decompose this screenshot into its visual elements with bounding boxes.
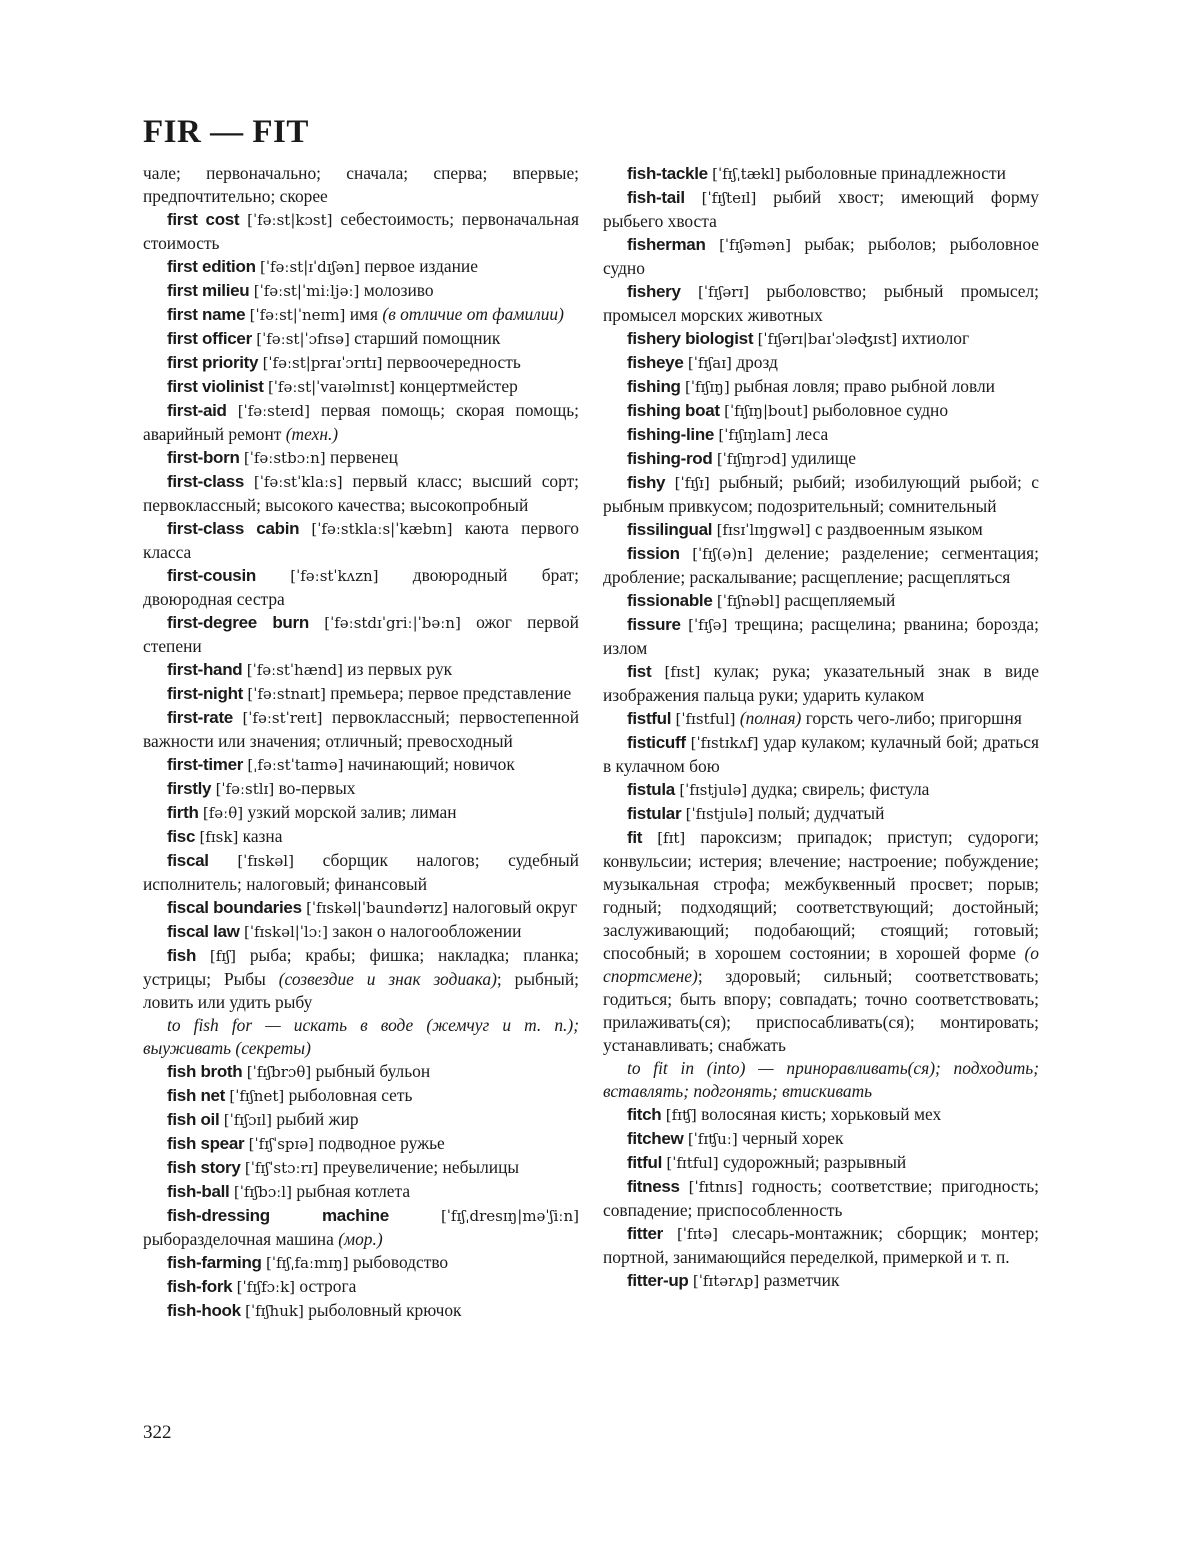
dictionary-entry xyxy=(603,802,1039,826)
transcription: [ˈfɪʃɔɪl] xyxy=(223,1111,272,1129)
headword: fitch xyxy=(627,1105,662,1124)
transcription: [ˈfəːst|ˈɔfɪsə] xyxy=(256,330,350,348)
dictionary-entry xyxy=(143,825,579,849)
usage-note: (мор.) xyxy=(338,1229,383,1249)
headword: first-timer xyxy=(167,755,244,774)
transcription: [ˈfəːstˈreɪt] xyxy=(242,709,323,727)
definition: полый; дудчатый xyxy=(757,803,885,823)
definition: чале; первоначально; сначала; сперва; впервые; предпочтительно; скорее xyxy=(143,163,579,206)
transcription: [ˈfɪʃərɪ] xyxy=(698,283,750,301)
usage-example xyxy=(603,1057,1039,1103)
usage-note: (техн.) xyxy=(285,424,339,444)
headword: fisherman xyxy=(627,235,706,254)
dictionary-entry xyxy=(143,1251,579,1275)
definition: преувеличение; небылицы xyxy=(322,1157,520,1177)
headword: fiscal boundaries xyxy=(167,898,302,917)
dictionary-entry xyxy=(143,375,579,399)
transcription: [ˈfəːsteɪd] xyxy=(237,402,310,420)
headword: firth xyxy=(167,803,199,822)
dictionary-entry xyxy=(143,1132,579,1156)
transcription: [ˈfɪʃhuk] xyxy=(245,1302,304,1320)
dictionary-entry xyxy=(603,280,1039,327)
headword: first priority xyxy=(167,353,259,372)
transcription: [ˈfɪʃɪŋ] xyxy=(684,378,730,396)
dictionary-entry xyxy=(143,1060,579,1084)
definition: первый класс; высший сорт; первоклассный; высокого качества; высокопробный xyxy=(143,471,580,515)
headword: first edition xyxy=(167,257,256,276)
headword: fitchew xyxy=(627,1129,684,1148)
transcription: [ˈfəːstˈklaːs] xyxy=(253,473,343,491)
headword: fissure xyxy=(627,615,681,634)
definition: горсть чего-либо; пригоршня xyxy=(805,708,1022,728)
dictionary-entry xyxy=(603,1103,1039,1127)
headword: first-hand xyxy=(167,660,243,679)
definition: рыболовные принадлежности xyxy=(784,163,1006,183)
dictionary-entry xyxy=(603,447,1039,471)
dictionary-entry xyxy=(603,327,1039,351)
headword: fish spear xyxy=(167,1134,245,1153)
dictionary-entry xyxy=(143,1275,579,1299)
transcription: [ˈfɪʃərɪ|baɪˈɔləʤɪst] xyxy=(757,330,898,348)
definition: ожог первой степени xyxy=(143,612,579,656)
headword: first cost xyxy=(167,210,240,229)
definition: первенец xyxy=(330,447,398,467)
definition: рыболовное судно xyxy=(812,400,949,420)
definition: молозиво xyxy=(363,280,434,300)
transcription: [ˈfɪʃˌtækl] xyxy=(712,165,781,183)
headword: first violinist xyxy=(167,377,264,396)
definition: острога xyxy=(299,1276,357,1296)
definition: годность; соответствие; пригодность; совпадение; приспособленность xyxy=(603,1176,1039,1220)
dictionary-entry xyxy=(143,611,579,658)
headword: fishery biologist xyxy=(627,329,754,348)
definition: себестоимость; первоначальная стоимость xyxy=(143,209,579,253)
transcription: [ˈfəːstbɔːn] xyxy=(243,449,326,467)
dictionary-entry xyxy=(603,707,1039,731)
headword: fish-farming xyxy=(167,1253,262,1272)
transcription: [ˈfɪstjulə] xyxy=(685,805,754,823)
dictionary-entry xyxy=(603,1222,1039,1269)
definition: каюта первого класса xyxy=(143,518,579,562)
headword: fish-dressing machine xyxy=(167,1206,389,1225)
definition: первое издание xyxy=(364,256,478,276)
definition: узкий морской залив; лиман xyxy=(247,802,457,822)
transcription: [ˈfəːstklaːs|ˈkæbɪn] xyxy=(311,520,453,538)
definition: волосяная кисть; хорьковый мех xyxy=(701,1104,942,1124)
usage-example xyxy=(143,1014,579,1060)
dictionary-entry xyxy=(603,1175,1039,1222)
definition: ихтиолог xyxy=(901,328,970,348)
dictionary-entry xyxy=(143,682,579,706)
definition: рыбий хвост; имеющий форму рыбьего хвоста xyxy=(603,187,1039,231)
dictionary-entry xyxy=(143,1108,579,1132)
definition: деление; разделение; сегментация; дробление; раскалывание; расщепление; расщепляться xyxy=(603,543,1039,587)
definition: разметчик xyxy=(763,1270,840,1290)
headword: fissilingual xyxy=(627,520,713,539)
definition: рыборазделочная машина xyxy=(143,1229,334,1249)
left-column xyxy=(143,162,579,1323)
definition: рыбный; рыбий; изобилующий рыбой; с рыбным привкусом; подозрительный; сомнительный xyxy=(603,472,1040,516)
transcription: [ˈfɪtnɪs] xyxy=(688,1178,743,1196)
definition: первоклассный; первостепенной важности или значения; отличный; превосходный xyxy=(143,707,579,751)
definition: рыбоводство xyxy=(352,1252,449,1272)
dictionary-entry xyxy=(603,351,1039,375)
dictionary-entry xyxy=(143,777,579,801)
dictionary-entry xyxy=(603,1269,1039,1293)
headword: fisticuff xyxy=(627,733,686,752)
definition: трещина; расщелина; рванина; борозда; излом xyxy=(603,614,1039,658)
headword: fit xyxy=(627,828,643,847)
dictionary-entry xyxy=(143,849,579,896)
dictionary-entry xyxy=(603,1127,1039,1151)
headword: fisc xyxy=(167,827,196,846)
headword: first-class cabin xyxy=(167,519,300,538)
transcription: [ˈfɪʃə] xyxy=(688,616,728,634)
dictionary-entry xyxy=(143,1156,579,1180)
headword: fish-tackle xyxy=(627,164,708,183)
transcription: [ˌfəːstˈtaɪmə] xyxy=(247,756,344,774)
dictionary-entry xyxy=(143,399,579,446)
definition: налоговый округ xyxy=(452,897,578,917)
headword: fish-fork xyxy=(167,1277,233,1296)
transcription: [ˈfɪʃɪŋlaɪn] xyxy=(718,426,792,444)
headword: fistular xyxy=(627,804,682,823)
definition: ; рыбный; ловить или удить рыбу xyxy=(143,969,579,1012)
transcription: [ˈfəːstnaɪt] xyxy=(247,685,326,703)
definition: to fit in (into) — приноравливать(ся); подходить; вставлять; подгонять; втискивать xyxy=(603,1058,1039,1101)
dictionary-entry xyxy=(143,658,579,682)
headword: first-rate xyxy=(167,708,233,727)
transcription: [ˈfɪtful] xyxy=(666,1154,719,1172)
headword: fist xyxy=(627,662,652,681)
headword: first-cousin xyxy=(167,566,256,585)
transcription: [ˈfɪʃ(ə)n] xyxy=(692,545,753,563)
dictionary-entry xyxy=(603,731,1039,778)
transcription: [ˈfɪʃnəbl] xyxy=(716,592,781,610)
definition: рыбак; рыболов; рыболовное судно xyxy=(603,234,1039,278)
dictionary-entry xyxy=(603,613,1039,660)
transcription: [ˈfɪtə] xyxy=(676,1225,719,1243)
transcription: [ˈfəːstlɪ] xyxy=(215,780,275,798)
definition: слесарь-монтажник; сборщик; монтер; портной, занимающийся переделкой, примеркой и т. п. xyxy=(603,1223,1039,1267)
transcription: [ˈfəːst|kɔst] xyxy=(247,211,333,229)
dictionary-entry xyxy=(603,186,1039,233)
headword: fish oil xyxy=(167,1110,220,1129)
dictionary-entry xyxy=(143,255,579,279)
definition: расщепляемый xyxy=(784,590,896,610)
headword: fishing boat xyxy=(627,401,720,420)
definition: рыболовная сеть xyxy=(288,1085,413,1105)
transcription: [ˈfɪʃˈstɔːrɪ] xyxy=(244,1159,319,1177)
transcription: [ˈfəːst|ˈmiːljəː] xyxy=(253,282,360,300)
definition: концертмейстер xyxy=(399,376,518,396)
definition: леса xyxy=(795,424,829,444)
headword: first-born xyxy=(167,448,240,467)
dictionary-entry xyxy=(603,162,1039,186)
definition: во-первых xyxy=(278,778,356,798)
definition: с раздвоенным языком xyxy=(814,519,983,539)
definition: казна xyxy=(242,826,283,846)
definition: черный хорек xyxy=(742,1128,844,1148)
headword: fishy xyxy=(627,473,666,492)
definition: первая помощь; скорая помощь; аварийный ремонт xyxy=(143,400,580,444)
definition: рыбная котлета xyxy=(296,1181,411,1201)
headword: first name xyxy=(167,305,246,324)
definition: старший помощник xyxy=(354,328,501,348)
dictionary-entry xyxy=(603,542,1039,589)
dictionary-entry xyxy=(143,753,579,777)
dictionary-entry xyxy=(603,399,1039,423)
transcription: [ˈfɪʃbɔːl] xyxy=(233,1183,292,1201)
dictionary-entry xyxy=(143,303,579,327)
headword: first milieu xyxy=(167,281,250,300)
definition: to fish for — искать в воде (жемчуг и т. п.); выуживать (секреты) xyxy=(143,1015,579,1058)
dictionary-entry xyxy=(143,1204,579,1251)
transcription: [ˈfɪʧuː] xyxy=(687,1130,738,1148)
definition: дудка; свирель; фистула xyxy=(751,779,930,799)
dictionary-entry xyxy=(603,423,1039,447)
headword: fissionable xyxy=(627,591,713,610)
headword: first officer xyxy=(167,329,252,348)
headword: fishing xyxy=(627,377,681,396)
transcription: [ˈfɪʃˈspɪə] xyxy=(248,1135,315,1153)
dictionary-entry xyxy=(143,706,579,753)
dictionary-entry xyxy=(603,660,1039,707)
transcription: [ˈfɪstful] xyxy=(675,710,736,728)
transcription: [ˈfɪstɪkʌf] xyxy=(690,734,759,752)
definition: первоочередность xyxy=(386,352,521,372)
headword: fitter-up xyxy=(627,1271,689,1290)
transcription: [fɪst] xyxy=(664,663,701,681)
transcription: [ˈfəːst|praɪˈɔrɪtɪ] xyxy=(262,354,383,372)
headword: fission xyxy=(627,544,680,563)
headword: first-class xyxy=(167,472,245,491)
headword: fish broth xyxy=(167,1062,243,1081)
usage-note: (созвездие и знак зодиака) xyxy=(278,969,497,989)
dictionary-entry xyxy=(143,208,579,255)
transcription: [ˈfəːstˈhænd] xyxy=(246,661,343,679)
transcription: [ˈfɪʃɪŋ|bout] xyxy=(724,402,809,420)
headword: fishing-line xyxy=(627,425,715,444)
transcription: [fɪsk] xyxy=(199,828,239,846)
dictionary-entry xyxy=(143,470,579,517)
headword: fish story xyxy=(167,1158,241,1177)
definition: начинающий; новичок xyxy=(347,754,515,774)
transcription: [ˈfɪtərʌp] xyxy=(692,1272,760,1290)
headword: first-degree burn xyxy=(167,613,309,632)
transcription: [ˈfɪʃbrɔθ] xyxy=(246,1063,312,1081)
page-number: 322 xyxy=(143,1422,172,1443)
headword: fishery xyxy=(627,282,681,301)
transcription: [ˈfɪskəl] xyxy=(237,852,294,870)
dictionary-entry xyxy=(143,351,579,375)
headword: fitful xyxy=(627,1153,663,1172)
definition: ; здоровый; сильный; соответствовать; годиться; быть впору; совпадать; точно соответствовать; прилаживать(ся); приспосабливать(ся); монтировать; устанавливать; снабжать xyxy=(603,966,1039,1055)
transcription: [ˈfəːstdɪˈgriː|ˈbəːn] xyxy=(324,614,461,632)
usage-note: (в отличие от фамилии) xyxy=(382,304,564,324)
dictionary-entry xyxy=(143,801,579,825)
headword: fisheye xyxy=(627,353,684,372)
headword: fitness xyxy=(627,1177,680,1196)
dictionary-entry xyxy=(603,1151,1039,1175)
definition: закон о налогообложении xyxy=(332,921,522,941)
right-column xyxy=(603,162,1039,1293)
dictionary-entry xyxy=(143,1180,579,1204)
headword: fiscal xyxy=(167,851,209,870)
page-header: FIR — FIT xyxy=(143,114,309,150)
dictionary-entry xyxy=(143,896,579,920)
definition: пароксизм; припадок; приступ; судороги; конвульсии; истерия; влечение; настроение; побуждение; музыкальная строфа; межбуквенный просвет; порыв; годный; подходящий; соответствующий; достойный; заслуживающий; подобающий; стоящий; готовый; способный; в хорошем состоянии; в хорошей форме xyxy=(603,827,1039,963)
headword: fitter xyxy=(627,1224,663,1243)
dictionary-entry xyxy=(603,589,1039,613)
dictionary-entry xyxy=(603,375,1039,399)
transcription: [fɪʧ] xyxy=(665,1106,697,1124)
definition: судорожный; разрывный xyxy=(722,1152,907,1172)
dictionary-entry xyxy=(143,327,579,351)
headword: fish-hook xyxy=(167,1301,241,1320)
transcription: [ˈfəːstˈkʌzn] xyxy=(290,567,379,585)
transcription: [ˈfɪʃaɪ] xyxy=(687,354,732,372)
headword: firstly xyxy=(167,779,212,798)
transcription: [ˈfɪʃteɪl] xyxy=(701,189,757,207)
headword: fistful xyxy=(627,709,672,728)
definition: рыбный бульон xyxy=(315,1061,431,1081)
headword: first-aid xyxy=(167,401,227,420)
dictionary-entry xyxy=(603,778,1039,802)
transcription: [ˈfəːst|ˈvaɪəlɪnɪst] xyxy=(267,378,396,396)
definition: имя xyxy=(349,304,379,324)
definition: удилище xyxy=(791,448,856,468)
definition: сборщик налогов; судебный исполнитель; налоговый; финансовый xyxy=(143,850,579,894)
transcription: [ˈfɪʃəmən] xyxy=(719,236,791,254)
dictionary-entry xyxy=(143,920,579,944)
headword: fish-tail xyxy=(627,188,685,207)
definition: рыболовный крючок xyxy=(308,1300,462,1320)
transcription: [ˈfəːst|ɪˈdɪʃən] xyxy=(260,258,361,276)
transcription: [ˈfɪʃˌdresɪŋ|məˈʃiːn] xyxy=(440,1207,579,1225)
definition: рыбная ловля; право рыбной ловли xyxy=(734,376,995,396)
headword: fish net xyxy=(167,1086,226,1105)
definition: рыбий жир xyxy=(276,1109,359,1129)
definition: подводное ружье xyxy=(318,1133,445,1153)
definition: кулак; рука; указательный знак в виде изображения пальца руки; ударить кулаком xyxy=(603,661,1039,705)
headword: fish-ball xyxy=(167,1182,230,1201)
dictionary-entry xyxy=(143,446,579,470)
usage-note: (полная) xyxy=(739,708,802,728)
transcription: [ˈfɪʃɪŋrɔd] xyxy=(716,450,787,468)
headword: fishing-rod xyxy=(627,449,713,468)
transcription: [ˈfɪʃfɔːk] xyxy=(236,1278,296,1296)
headword: fish xyxy=(167,946,197,965)
transcription: [ˈfɪʃˌfaːmɪŋ] xyxy=(265,1254,349,1272)
transcription: [ˈfɪʃnet] xyxy=(229,1087,285,1105)
entry-continuation xyxy=(143,162,579,208)
transcription: [fɪʃ] xyxy=(209,947,236,965)
transcription: [fɪt] xyxy=(657,829,686,847)
definition: рыба; крабы; фишка; накладка; планка; устрицы; Рыбы xyxy=(143,945,579,989)
dictionary-entry xyxy=(603,233,1039,280)
transcription: [ˈfɪʃɪ] xyxy=(674,474,710,492)
definition: двоюродный брат; двоюродная сестра xyxy=(143,565,579,609)
dictionary-entry xyxy=(143,1299,579,1323)
dictionary-entry xyxy=(603,471,1039,518)
transcription: [ˈfɪskəl|ˈlɔː] xyxy=(243,923,329,941)
definition: дрозд xyxy=(736,352,778,372)
definition: рыболовство; рыбный промысел; промысел морских животных xyxy=(603,281,1039,325)
dictionary-entry xyxy=(143,1084,579,1108)
dictionary-entry xyxy=(143,279,579,303)
definition: из первых рук xyxy=(347,659,453,679)
definition: премьера; первое представление xyxy=(330,683,572,703)
headword: first-night xyxy=(167,684,244,703)
definition: удар кулаком; кулачный бой; драться в кулачном бою xyxy=(603,732,1039,776)
dictionary-entry xyxy=(143,517,579,564)
dictionary-entry xyxy=(603,518,1039,542)
transcription: [ˈfɪstjulə] xyxy=(679,781,748,799)
headword: fiscal law xyxy=(167,922,240,941)
transcription: [fəːθ] xyxy=(202,804,244,822)
transcription: [fɪsɪˈlɪŋgwəl] xyxy=(716,521,811,539)
dictionary-entry xyxy=(603,826,1039,1057)
usage-note: (о спортсмене) xyxy=(603,943,1039,986)
dictionary-entry xyxy=(143,564,579,611)
transcription: [ˈfɪskəl|ˈbaundərɪz] xyxy=(306,899,449,917)
dictionary-entry xyxy=(143,944,579,1014)
headword: fistula xyxy=(627,780,675,799)
transcription: [ˈfəːst|ˈneɪm] xyxy=(249,306,346,324)
